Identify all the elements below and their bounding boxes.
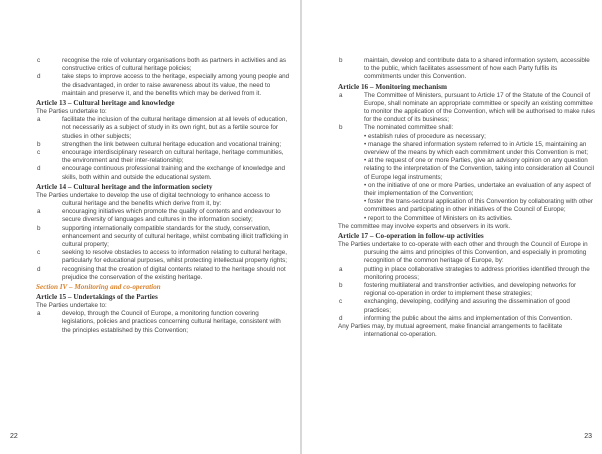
list-item-text: putting in place collaborative strategies to address priorities identified through the monitoring process; xyxy=(364,265,590,281)
list-item xyxy=(36,165,290,181)
list-item xyxy=(36,149,290,165)
list-marker: a xyxy=(37,310,41,318)
list-item xyxy=(338,124,596,132)
list-marker: d xyxy=(37,165,41,173)
list-item-text: take steps to improve access to the heritage, especially among young people and the disadvantaged, in order to raise awareness about its value, the need to maintain and preserve it, and the benefits which may be derived from it. xyxy=(62,73,290,97)
paragraph: The committee may involve experts and observers in its work. xyxy=(338,222,511,230)
list-item-text: recognising that the creation of digital contents related to the heritage should not prejudice the conservation of the existing heritage. xyxy=(62,265,286,281)
list-item-text: • establish rules of procedure as necessary; xyxy=(364,132,486,140)
list-marker: d xyxy=(339,314,343,322)
list-item xyxy=(36,225,290,250)
article-heading: Article 17 – Co-operation in follow-up activities xyxy=(338,232,484,241)
list-marker: a xyxy=(37,116,41,124)
list-item-text: seeking to resolve obstacles to access to information relating to cultural heritage, particularly for educational purposes, whilst protecting intellectual property rights; xyxy=(62,249,288,265)
right-page xyxy=(302,0,602,454)
list-item xyxy=(36,141,290,149)
list-item-text: • manage the shared information system referred to in Article 15, maintaining an overview of the means by which each commitment under this Convention is met; xyxy=(364,140,588,157)
paragraph: The Parties undertake to: xyxy=(36,302,107,310)
list-item xyxy=(338,266,596,282)
list-item-text: • on the initiative of one or more Parties, undertake an evaluation of any aspect of their implementation of the Convention; xyxy=(364,181,591,198)
list-marker: d xyxy=(37,73,41,81)
list-item-text: encourage interdisciplinary research on cultural heritage, heritage communities, the environment and their inter-relationship; xyxy=(62,149,284,165)
list-marker: b xyxy=(339,57,343,64)
list-marker: b xyxy=(37,224,41,232)
list-item-text: The nominated committee shall: xyxy=(364,124,454,132)
list-item-text: • foster the trans-sectoral application of this Convention by collaborating with other committees and participating in other initiatives of the Council of Europe; xyxy=(364,198,594,214)
page-number-right: 23 xyxy=(584,433,592,440)
list-item xyxy=(338,298,596,314)
list-item-text: encourage continuous professional training and the exchange of knowledge and skills, both within and outside the educational system. xyxy=(62,165,286,181)
list-marker: b xyxy=(339,282,343,290)
list-marker: c xyxy=(339,298,343,306)
list-marker: a xyxy=(339,265,343,273)
list-item xyxy=(338,157,596,182)
list-item xyxy=(338,141,596,157)
list-item-text: exchanging, developing, codifying and assuring the dissemination of good practices; xyxy=(364,298,570,314)
list-item xyxy=(338,182,596,198)
list-item xyxy=(338,315,596,323)
article-heading: Article 15 – Undertakings of the Parties xyxy=(36,293,158,302)
list-marker: c xyxy=(37,149,41,157)
list-item-text: recognise the role of voluntary organisations both as partners in activities and as constructive critics of cultural heritage policies; xyxy=(62,57,287,73)
list-marker: c xyxy=(37,57,41,64)
list-item-text: The Committee of Ministers, pursuant to Article 17 of the Statute of the Council of Europe, shall nominate an appropriate committee or specify an existing committee to monitor the application of the Convention, which will be authorised to make rules for the conduct of its business; xyxy=(364,91,596,124)
list-item-text: • at the request of one or more Parties, give an advisory opinion on any question relating to the interpretation of the Convention, taking into consideration all Council of Europe legal instruments; xyxy=(364,157,594,181)
list-item xyxy=(36,310,290,335)
list-marker: d xyxy=(37,265,41,273)
list-item xyxy=(338,133,596,141)
list-item xyxy=(36,249,290,265)
list-item xyxy=(36,116,290,141)
paragraph: The Parties undertake to: xyxy=(36,108,107,116)
right-text-column xyxy=(338,57,596,340)
list-marker: b xyxy=(37,140,41,148)
left-page xyxy=(0,0,300,454)
list-marker: a xyxy=(37,208,41,216)
list-item-text: informing the public about the aims and implementation of this Convention. xyxy=(364,314,573,322)
article-heading: Article 16 – Monitoring mechanism xyxy=(338,82,447,91)
list-item xyxy=(36,208,290,224)
list-item xyxy=(36,266,290,282)
paragraph: Any Parties may, by mutual agreement, make financial arrangements to facilitate international co-operation. xyxy=(338,323,563,339)
section-heading: Section IV – Monitoring and co-operation xyxy=(36,283,161,292)
list-item xyxy=(36,73,290,98)
list-item-text: develop, through the Council of Europe, a monitoring function covering legislations, policies and practices concerning cultural heritage, consistent with the principles established by this Convention; xyxy=(62,310,281,334)
list-item-text: supporting internationally compatible standards for the study, conservation, enhancement and security of cultural heritage, whilst combating illicit trafficking in cultural property; xyxy=(62,224,289,249)
list-item xyxy=(338,282,596,298)
list-marker: b xyxy=(339,124,343,132)
list-item-text: maintain, develop and contribute data to a shared information system, accessible to the public, which facilitates assessment of how each Party fulfils its commitments under this Convention. xyxy=(364,57,590,81)
list-item xyxy=(338,92,596,125)
paragraph: The Parties undertake to co-operate with each other and through the Council of Europe in pursuing the aims and principles of this Convention, and especially in promoting recognition of the common heritage of Europe, by: xyxy=(338,241,588,265)
list-item xyxy=(338,57,596,82)
list-item xyxy=(338,215,596,223)
list-item-text: encouraging initiatives which promote the quality of contents and endeavour to secure diversity of languages and cultures in the information society; xyxy=(62,208,281,224)
list-item-text: fostering multilateral and transfrontier activities, and developing networks for regional co-operation in order to implement these strategies; xyxy=(364,282,577,298)
list-marker: c xyxy=(37,249,41,257)
left-text-column xyxy=(36,57,290,335)
list-item xyxy=(36,57,290,73)
article-heading: Article 13 – Cultural heritage and knowledge xyxy=(36,99,175,108)
paragraph: The Parties undertake to develop the use of digital technology to enhance access to cultural heritage and the benefits which derive from it, by: xyxy=(36,191,270,208)
list-marker: a xyxy=(339,91,343,99)
list-item-text: strengthen the link between cultural heritage education and vocational training; xyxy=(62,140,282,148)
list-item-text: • report to the Committee of Ministers on its activities. xyxy=(364,214,513,222)
page-number-left: 22 xyxy=(10,433,18,440)
list-item xyxy=(338,198,596,214)
list-item-text: facilitate the inclusion of the cultural heritage dimension at all levels of education, not necessarily as a subject of study in its own right, but as a fertile source for studies in other subjects; xyxy=(62,116,288,140)
article-heading: Article 14 – Cultural heritage and the information society xyxy=(36,182,213,191)
